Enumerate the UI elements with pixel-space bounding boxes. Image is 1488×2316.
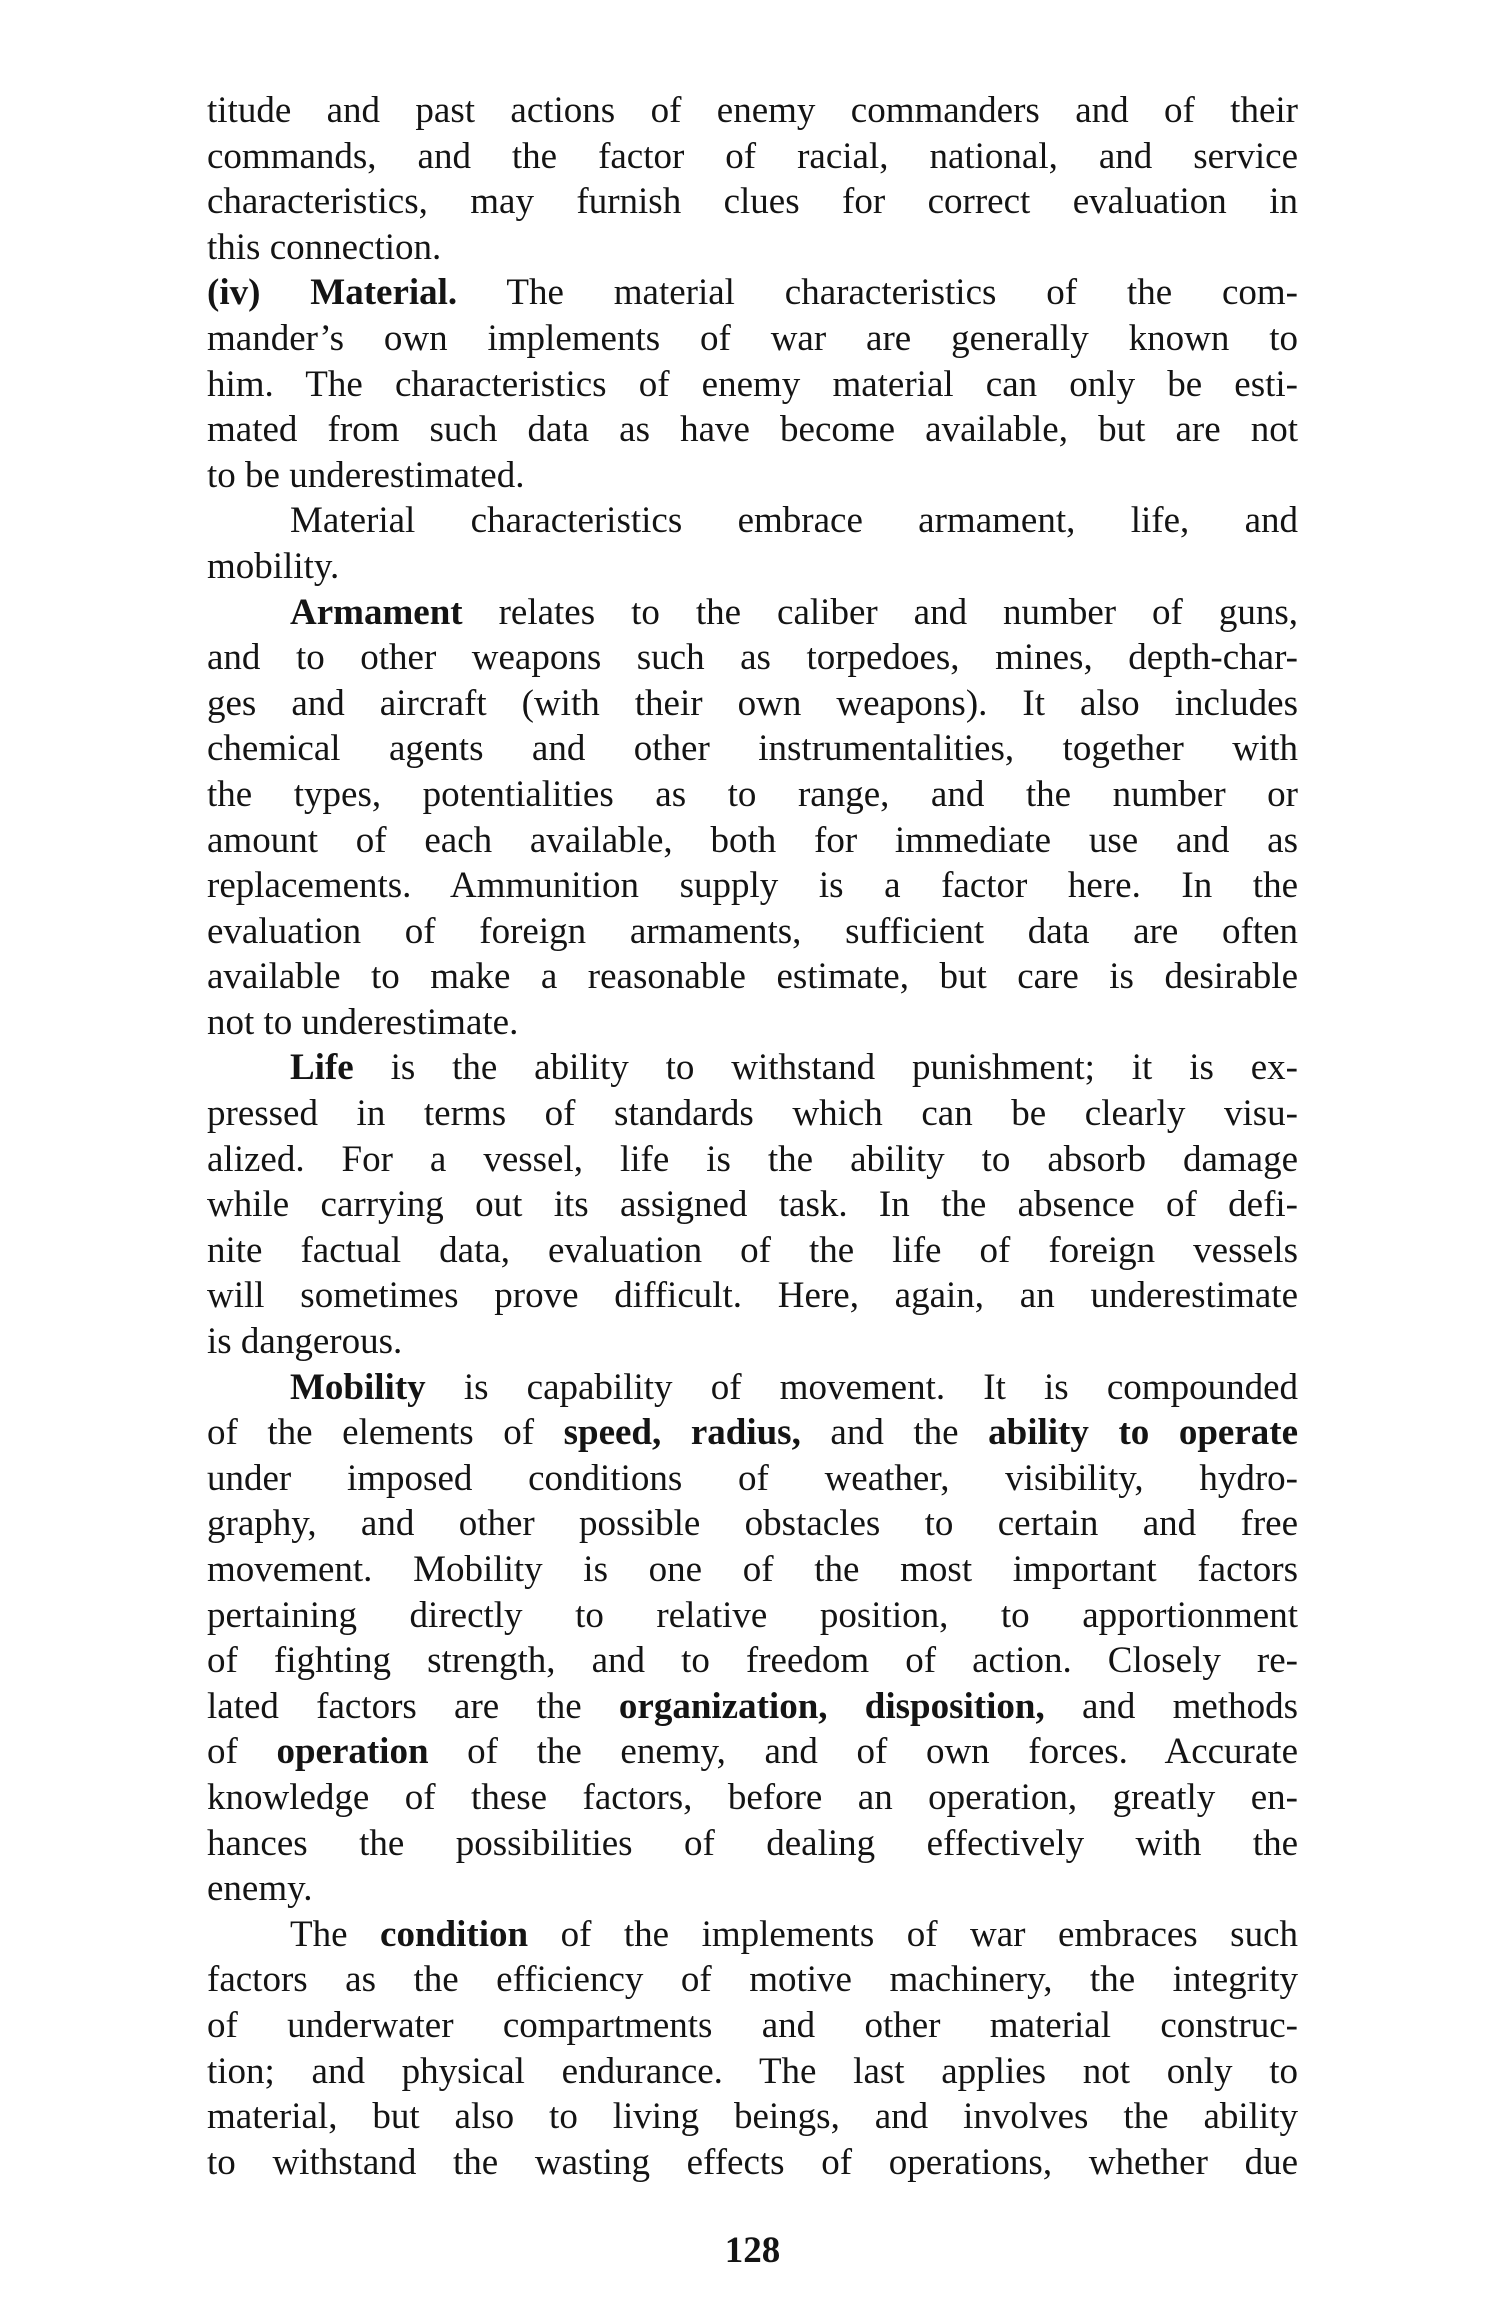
text-line [207,88,1298,134]
line-content [207,1228,1298,1274]
text-run: the types, potentialities as to range, and the number or [207,773,1298,815]
line-content [207,1091,1298,1137]
text-run: pressed in terms of standards which can be clearly visu- [207,1093,1298,1135]
text-line [207,1319,1298,1365]
text-line [207,1957,1298,2003]
text-line [207,1273,1298,1319]
line-content [207,954,1298,1000]
text-line [207,225,1298,271]
text-run: of the elements of [207,1412,564,1454]
text-line [207,1456,1298,1502]
line-content [207,1182,1298,1228]
text-run: material, but also to living beings, and involves the ability [207,2096,1298,2138]
line-content [207,544,1298,590]
line-content [207,316,1298,362]
text-run: of [207,1731,277,1773]
text-line [207,453,1298,499]
text-run: movement. Mobility is one of the most important factors [207,1549,1298,1590]
line-content [207,1821,1298,1867]
text-run: pertaining directly to relative position, to apportionment [207,1594,1298,1636]
line-content [207,635,1298,681]
text-line [207,1091,1298,1137]
text-line [207,681,1298,727]
text-run: to withstand the wasting effects of operations, whether due [207,2141,1298,2183]
bold-term: organization, disposition, [618,1685,1045,1727]
text-line [207,1593,1298,1639]
text-line [207,1775,1298,1821]
bold-term: Life [290,1047,354,1089]
text-line [207,1410,1298,1456]
text-line [207,863,1298,909]
text-run: factors as the efficiency of motive machinery, the integrity [207,1959,1298,2001]
text-line [207,1912,1298,1958]
text-run: alized. For a vessel, life is the ability to absorb damage [207,1138,1298,1180]
line-content [207,681,1298,727]
text-line [207,1684,1298,1730]
text-line [207,818,1298,864]
text-run: him. The characteristics of enemy material can only be esti- [207,363,1298,405]
body-text [207,88,1298,2185]
text-line [207,1729,1298,1775]
text-run: mobility. [207,545,340,587]
text-run: commands, and the factor of racial, national, and service [207,135,1298,177]
line-content [290,1045,1298,1091]
text-run: knowledge of these factors, before an operation, greatly en- [207,1776,1298,1818]
text-run: The [290,1913,381,1955]
text-line [207,2094,1298,2140]
line-content [207,863,1298,909]
bold-term: operation [276,1731,429,1773]
text-run: of fighting strength, and to freedom of action. Closely re- [207,1640,1298,1682]
line-content [207,1410,1298,1456]
text-run: characteristics, may furnish clues for correct evaluation in [207,181,1298,223]
text-line [207,179,1298,225]
text-run: titude and past actions of enemy commanders and of their [207,90,1298,131]
line-content [207,2003,1298,2049]
line-content [207,1638,1298,1684]
text-run: of the implements of war embraces such [528,1913,1298,1955]
text-line [207,1821,1298,1867]
line-content [207,179,1298,225]
line-content [207,772,1298,818]
text-line [207,726,1298,772]
line-content [290,1912,1298,1958]
text-run: to be underestimated. [207,454,525,496]
text-line [207,590,1298,636]
text-run: is the ability to withstand punishment; it is ex- [353,1047,1298,1089]
text-line [207,270,1298,316]
line-content [207,1593,1298,1639]
line-content [207,453,1298,499]
text-run: enemy. [207,1868,313,1910]
text-line [207,544,1298,590]
line-content [207,818,1298,864]
line-content [207,88,1298,134]
bold-term: Armament [290,591,463,633]
text-line [207,1866,1298,1912]
text-line [207,772,1298,818]
bold-term: ability to operate [988,1412,1298,1454]
line-content [207,2140,1298,2186]
line-content [207,1137,1298,1183]
line-content [207,2049,1298,2095]
text-run: is capability of movement. It is compounded [425,1366,1298,1408]
text-line [207,1501,1298,1547]
bold-term: speed, radius, [563,1412,801,1454]
text-run: and the [800,1412,989,1454]
text-run: mander’s own implements of war are generally known to [207,317,1298,359]
line-content [207,407,1298,453]
text-run: available to make a reasonable estimate, but care is desirable [207,956,1298,998]
line-content [207,1501,1298,1547]
text-run: nite factual data, evaluation of the life of foreign vessels [207,1229,1298,1271]
text-run: evaluation of foreign armaments, sufficient data are often [207,910,1298,952]
line-content [207,1866,1298,1912]
line-content [207,134,1298,180]
text-line [207,635,1298,681]
text-line [207,407,1298,453]
text-line [207,1638,1298,1684]
text-line [207,954,1298,1000]
text-run: amount of each available, both for immediate use and as [207,819,1298,861]
text-line [207,909,1298,955]
text-run: The material characteristics of the com- [457,272,1299,314]
line-content [207,1547,1298,1593]
text-line [207,2003,1298,2049]
text-run: and to other weapons such as torpedoes, mines, depth-char- [207,637,1298,679]
text-line [207,316,1298,362]
text-run: not to underestimate. [207,1001,519,1043]
text-run: hances the possibilities of dealing effectively with the [207,1822,1298,1864]
line-content [207,726,1298,772]
text-line [207,1045,1298,1091]
text-run: relates to the caliber and number of guns, [462,591,1298,633]
text-run: replacements. Ammunition supply is a factor here. In the [207,865,1298,907]
text-run: ges and aircraft (with their own weapons). It also includes [207,682,1298,724]
text-line [207,2049,1298,2095]
text-run: this connection. [207,226,442,268]
line-content [207,909,1298,955]
page-number: 128 [724,2230,781,2271]
line-content [207,1456,1298,1502]
line-content [207,1957,1298,2003]
line-content [207,1000,1298,1046]
text-run: under imposed conditions of weather, visibility, hydro- [207,1457,1298,1499]
text-line [207,134,1298,180]
text-run: mated from such data as have become available, but are not [207,409,1298,451]
line-content [207,1775,1298,1821]
bold-term: (iv) Material. [207,272,458,314]
line-content [207,225,1298,271]
bold-term: Mobility [290,1366,426,1408]
text-line [207,1000,1298,1046]
text-line [207,1182,1298,1228]
text-run: chemical agents and other instrumentalities, together with [207,728,1298,770]
text-line [207,1228,1298,1274]
text-run: Material characteristics embrace armament, life, and [290,500,1298,542]
line-content [290,498,1298,544]
text-line [207,2140,1298,2186]
text-run: while carrying out its assigned task. In the absence of defi- [207,1184,1298,1226]
line-content [207,362,1298,408]
text-line [207,1137,1298,1183]
line-content [207,2094,1298,2140]
text-run: tion; and physical endurance. The last applies not only to [207,2050,1298,2092]
text-run: lated factors are the [207,1685,619,1727]
text-run: and methods [1044,1685,1298,1727]
text-run: is dangerous. [207,1321,403,1363]
text-run: graphy, and other possible obstacles to certain and free [207,1503,1298,1545]
line-content [207,1729,1298,1775]
line-content [207,1273,1298,1319]
line-content [290,1365,1298,1411]
line-content [207,1319,1298,1365]
text-run: of underwater compartments and other material construc- [207,2004,1298,2046]
text-run: will sometimes prove difficult. Here, again, an underestimate [207,1275,1298,1317]
text-line [207,1547,1298,1593]
text-line [207,362,1298,408]
text-line [207,498,1298,544]
line-content [207,270,1298,316]
bold-term: condition [380,1913,529,1955]
line-content [207,1684,1298,1730]
text-run: of the enemy, and of own forces. Accurate [428,1731,1298,1773]
line-content [290,590,1298,636]
text-line [207,1365,1298,1411]
